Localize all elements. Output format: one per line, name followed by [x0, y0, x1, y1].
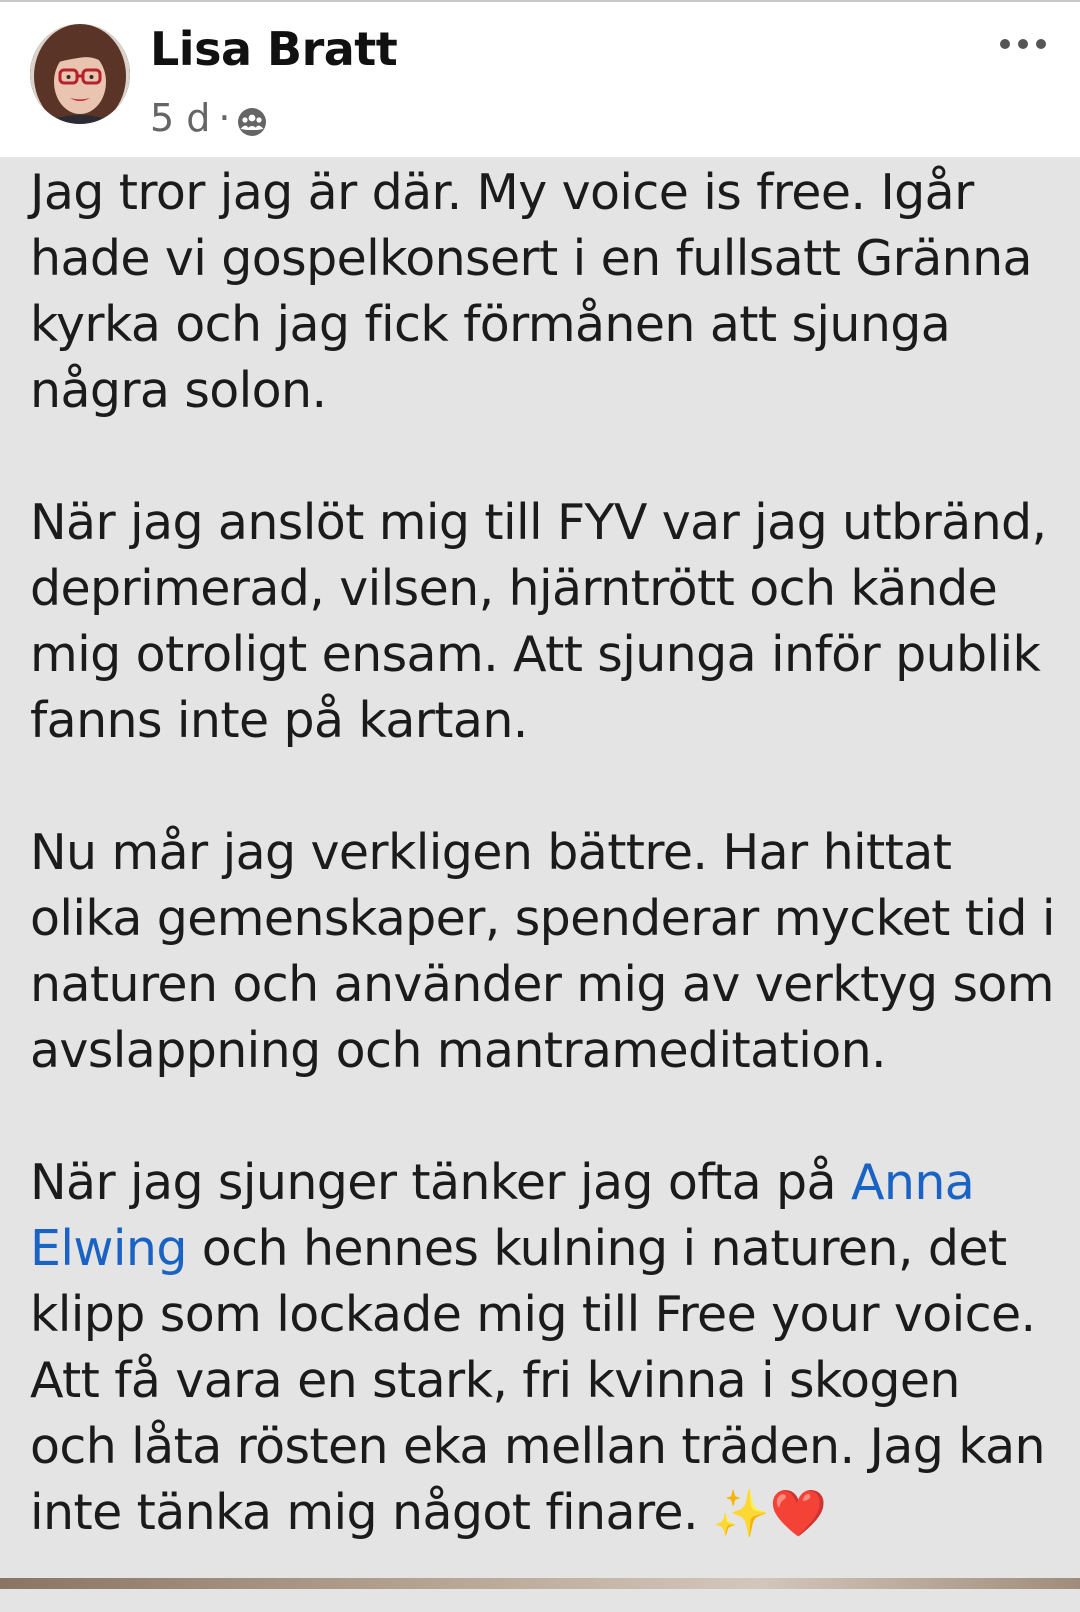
more-options-button[interactable] [988, 28, 1058, 60]
post-text [30, 157, 1060, 1612]
post-header [0, 0, 1080, 157]
author-name[interactable]: Lisa Bratt [150, 22, 398, 76]
post-paragraph: När jag anslöt mig till FYV var jag utbränd, deprimerad, vilsen, hjärntrött och kände mig otroligt ensam. Att sjunga inför publik fanns inte på kartan. [30, 494, 1047, 749]
author-avatar[interactable] [30, 24, 130, 124]
post-timestamp[interactable]: 5 d [150, 96, 211, 140]
attached-photo-edge[interactable] [0, 1578, 1080, 1589]
paragraph-text: När jag sjunger tänker jag ofta på [30, 1154, 851, 1211]
more-horizontal-icon-dot [1036, 39, 1046, 49]
post-meta [150, 96, 268, 140]
more-horizontal-icon-dot [1018, 39, 1028, 49]
post-paragraph: Nu mår jag verkligen bättre. Har hittat olika gemenskaper, spenderar mycket tid i naturen och använder mig av verktyg som avslappning och mantrameditation. [30, 824, 1055, 1079]
meta-separator: · [218, 96, 231, 140]
paragraph-text: och hennes kulning i naturen, det klipp som lockade mig till Free your voice. Att få vara en stark, fri kvinna i skogen och låta rösten eka mellan träden. Jag kan inte tänka mig något finare. [30, 1220, 1045, 1541]
more-horizontal-icon-dot [1000, 39, 1010, 49]
post-paragraph: Jag tror jag är där. My voice is free. Igår hade vi gospelkonsert i en fullsatt Gränna kyrka och jag fick förmånen att sjunga några solon. [30, 164, 1032, 419]
post-paragraph [30, 1150, 1060, 1546]
group-icon [236, 103, 268, 135]
sparkles-heart-emoji: ✨❤️ [712, 1486, 827, 1540]
avatar-image [30, 24, 130, 124]
mention-link[interactable]: Anna Elwing [30, 1154, 975, 1277]
